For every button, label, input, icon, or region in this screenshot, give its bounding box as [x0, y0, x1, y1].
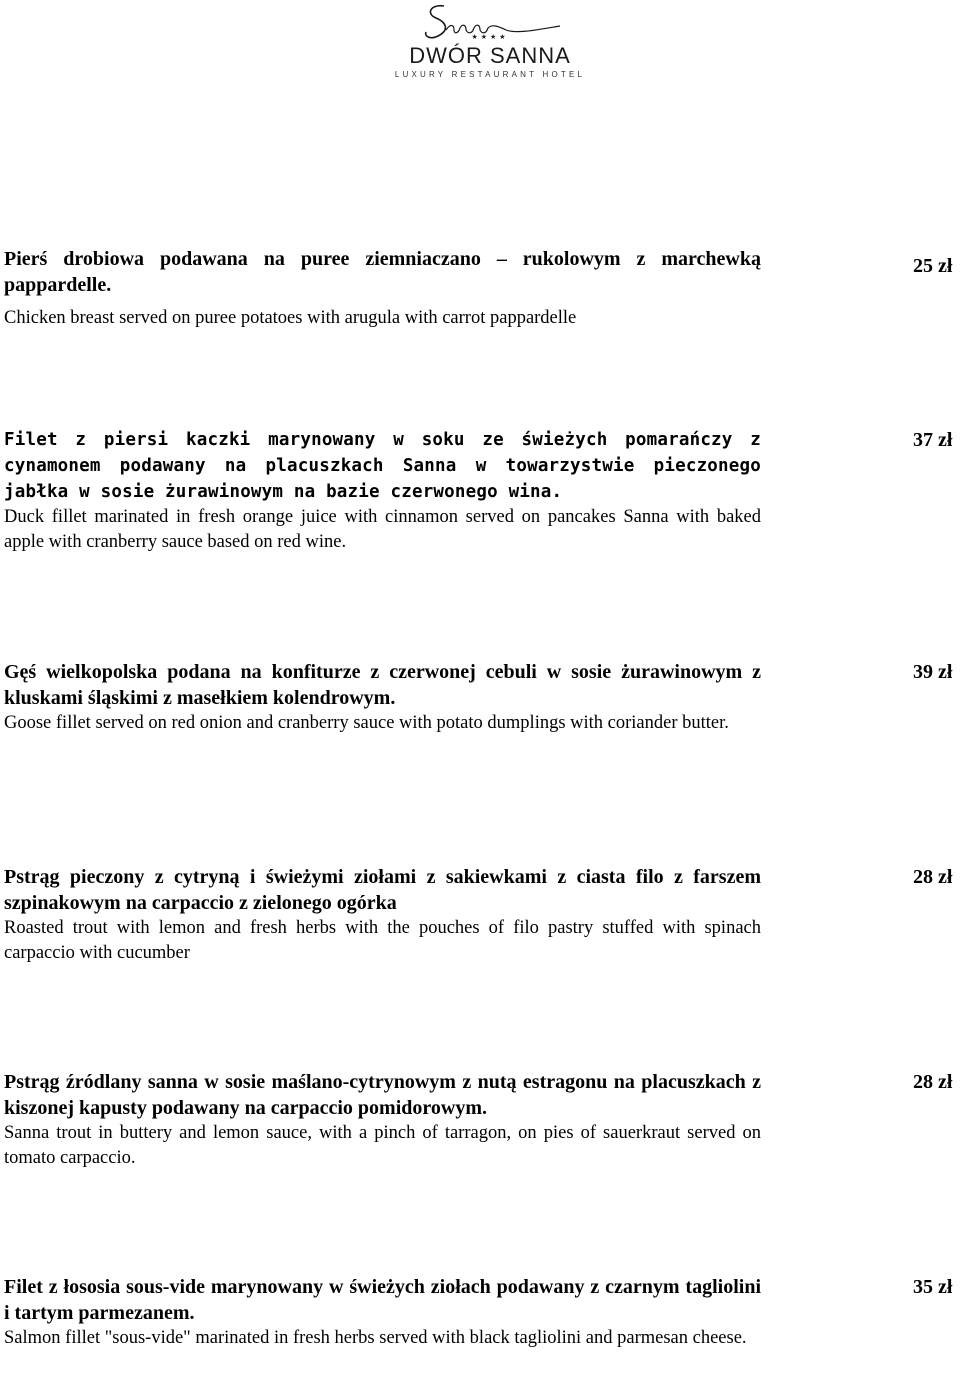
menu-item [4, 659, 761, 736]
menu-item [4, 1069, 761, 1171]
dish-name-en: Roasted trout with lemon and fresh herbs with the pouches of filo pastry stuffed with spinach carpaccio with cucumber [4, 918, 761, 963]
dish-price: 39 zł [913, 661, 953, 683]
dish-name-pl: Pstrąg źródlany sanna w sosie maślano-cytrynowym z nutą estragonu na placuszkach z kiszonej kapusty podawany na carpaccio pomidorowym. [4, 1071, 761, 1119]
menu-item [4, 427, 761, 555]
menu-item [4, 864, 761, 966]
dish-price: 28 zł [913, 1071, 953, 1093]
brand-name: DWÓR SANNA [409, 43, 571, 68]
dish-name-en: Salmon fillet "sous-vide" marinated in fresh herbs served with black tagliolini and parmesan cheese. [4, 1328, 747, 1348]
menu-item [4, 1274, 761, 1351]
dish-name-pl: Filet z piersi kaczki marynowany w soku ze świeżych pomarańczy z cynamonem podawany na placuszkach Sanna w towarzystwie pieczonego jabłka w sosie żurawinowym na bazie czerwonego wina. [4, 430, 761, 502]
dish-name-en: Chicken breast served on puree potatoes with arugula with carrot pappardelle [4, 308, 577, 328]
dish-price: 35 zł [913, 1276, 953, 1298]
dish-name-pl: Pierś drobiowa podawana na puree ziemniaczano – rukolowym z marchewką pappardelle. [4, 248, 761, 296]
dish-name-en: Duck fillet marinated in fresh orange juice with cinnamon served on pancakes Sanna with baked apple with cranberry sauce based on red wine. [4, 507, 761, 552]
dish-name-pl: Gęś wielkopolska podana na konfiturze z czerwonej cebuli w sosie żurawinowym z kluskami śląskimi z masełkiem kolendrowym. [4, 661, 761, 709]
dish-name-pl: Filet z łososia sous-vide marynowany w świeżych ziołach podawany z czarnym tagliolini i tartym parmezanem. [4, 1276, 761, 1324]
hotel-stars: ★★★★ [471, 33, 509, 41]
brand-tagline: LUXURY RESTAURANT HOTEL [394, 70, 586, 79]
dish-name-pl: Pstrąg pieczony z cytryną i świeżymi ziołami z sakiewkami z ciasta filo z farszem szpinakowym na carpaccio z zielonego ogórka [4, 866, 761, 914]
dish-price: 25 zł [913, 255, 953, 277]
dish-name-en: Sanna trout in buttery and lemon sauce, with a pinch of tarragon, on pies of sauerkraut served on tomato carpaccio. [4, 1123, 761, 1168]
dish-price: 28 zł [913, 866, 953, 888]
menu-item [4, 246, 761, 331]
restaurant-logo [380, 0, 600, 86]
dish-price: 37 zł [913, 429, 953, 451]
dish-name-en: Goose fillet served on red onion and cranberry sauce with potato dumplings with coriander butter. [4, 713, 729, 733]
